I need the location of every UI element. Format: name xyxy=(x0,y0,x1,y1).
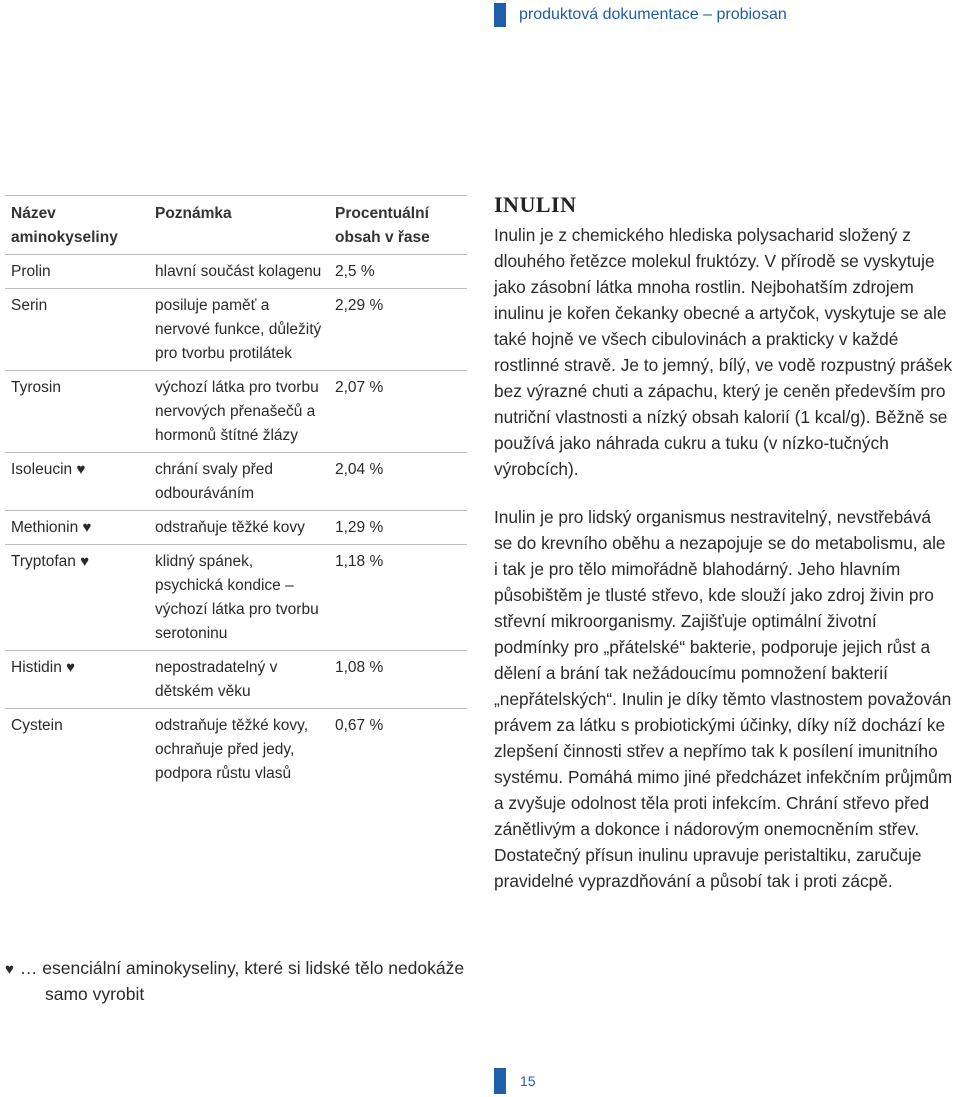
inulin-article xyxy=(494,192,954,894)
header-title: produktová dokumentace – probiosan xyxy=(519,6,787,23)
table-row xyxy=(5,709,467,791)
table-row xyxy=(5,651,467,709)
page-footer xyxy=(494,1068,536,1094)
amino-acid-name xyxy=(5,255,149,289)
page-number: 15 xyxy=(520,1073,536,1089)
amino-acid-name-text: Isoleucin xyxy=(11,461,73,478)
table-row xyxy=(5,511,467,545)
amino-acid-name xyxy=(5,289,149,371)
amino-acid-note: chrání svaly před odbouráváním xyxy=(149,453,329,511)
amino-acid-name xyxy=(5,651,149,709)
header-accent-bar xyxy=(494,3,506,27)
amino-acid-name-text: Tryptofan xyxy=(11,553,76,570)
table-row xyxy=(5,255,467,289)
article-title: INULIN xyxy=(494,192,577,217)
table-row xyxy=(5,371,467,453)
col-header-note: Poznámka xyxy=(149,196,329,255)
amino-acid-value: 2,29 % xyxy=(329,289,467,371)
amino-acid-value: 1,08 % xyxy=(329,651,467,709)
amino-acid-name-text: Serin xyxy=(11,297,48,314)
amino-acid-name xyxy=(5,709,149,791)
heart-icon: ♥ xyxy=(80,553,90,570)
table-row xyxy=(5,289,467,371)
table-row xyxy=(5,545,467,651)
article-paragraph: Inulin je pro lidský organismus nestravitelný, nevstřebává se do krevního oběhu a nezapojuje se do metabolismu, ale i tak je pro tělo mimořádně blahodárný. Jeho hlavním působištěm je tlusté střevo, kde slouží jako zdroj živin pro střevní mikroorganismy. Zajišťuje optimální životní podmínky pro „přátelské“ bakterie, podporuje jejich růst a dělení a brání tak nežádoucímu pomnožení bakterií „nepřátelských“. Inulin je díky těmto vlastnostem považován právem za látku s probiotickými účinky, díky níž dochází ke zlepšení činnosti střev a nepřímo tak k posílení imunitního systému. Pomáhá mimo jiné předcházet infekčním průjmům a zvyšuje odolnost těla proti infekcím. Chrání střevo před zánětlivým a dokonce i nádorovým onemocněním střev. Dostatečný přísun inulinu upravuje peristaltiku, zaručuje pravidelné vyprazdňování a působí tak i proti zácpě. xyxy=(494,507,953,891)
table-row xyxy=(5,453,467,511)
amino-acid-name xyxy=(5,371,149,453)
amino-acid-name-text: Prolin xyxy=(11,263,51,280)
page-header xyxy=(494,3,787,27)
amino-acid-name-text: Histidin xyxy=(11,659,62,676)
amino-acid-name-text: Cystein xyxy=(11,717,63,734)
heart-icon: ♥ xyxy=(5,961,14,978)
amino-acid-note: posiluje paměť a nervové funkce, důležitý pro tvorbu protilátek xyxy=(149,289,329,371)
heart-icon: ♥ xyxy=(76,461,86,478)
amino-acid-name-text: Methionin xyxy=(11,519,79,536)
amino-acid-note: výchozí látka pro tvorbu nervových přenašečů a hormonů štítné žlázy xyxy=(149,371,329,453)
col-header-name: Název aminokyseliny xyxy=(5,196,149,255)
amino-acid-value: 0,67 % xyxy=(335,717,384,734)
article-paragraph: Inulin je z chemického hlediska polysacharid složený z dlouhého řetězce molekul fruktózy. V přírodě se vyskytuje jako zásobní látka mnoha rostlin. Nejbohatším zdrojem inulinu je kořen čekanky obecné a artyčok, vyskytuje se ale také hojně ve všech cibulovinách a prakticky v každé rostlinné stravě. Je to jemný, bílý, ve vodě rozpustný prášek bez výrazné chuti a zápachu, který je ceněn především pro nutriční vlastnosti a nízký obsah kalorií (1 kcal/g). Běžně se používá jako náhrada cukru a tuku (v nízko-tučných výrobcích). xyxy=(494,225,953,479)
amino-acid-name-text: Tyrosin xyxy=(11,379,61,396)
heart-icon: ♥ xyxy=(82,519,92,536)
amino-acid-name xyxy=(5,511,149,545)
footer-accent-bar xyxy=(494,1068,506,1094)
amino-acid-value: 2,04 % xyxy=(329,453,467,511)
footnote-text: … esenciální aminokyseliny, které si lidské tělo nedokáže samo vyrobit xyxy=(19,958,465,1004)
amino-acid-value: 2,07 % xyxy=(329,371,467,453)
table-header-row xyxy=(5,196,467,255)
amino-acid-value: 1,18 % xyxy=(329,545,467,651)
heart-icon: ♥ xyxy=(66,659,76,676)
amino-acid-note: klidný spánek, psychická kondice – výchozí látka pro tvorbu serotoninu xyxy=(149,545,329,651)
amino-acid-name xyxy=(5,453,149,511)
footnote xyxy=(5,956,465,1006)
amino-acid-note: nepostradatelný v dětském věku xyxy=(149,651,329,709)
amino-acid-value: 2,5 % xyxy=(329,255,467,289)
amino-acid-name xyxy=(5,545,149,651)
amino-acid-note: hlavní součást kolagenu xyxy=(149,255,329,289)
amino-acid-note: odstraňuje těžké kovy xyxy=(149,511,329,545)
amino-acid-note: odstraňuje těžké kovy, ochraňuje před jedy, podpora růstu vlasů xyxy=(155,717,309,782)
col-header-value: Procentuální obsah v řase xyxy=(329,196,467,255)
amino-acid-table xyxy=(5,195,467,790)
amino-acid-value: 1,29 % xyxy=(329,511,467,545)
table-body xyxy=(5,255,467,791)
